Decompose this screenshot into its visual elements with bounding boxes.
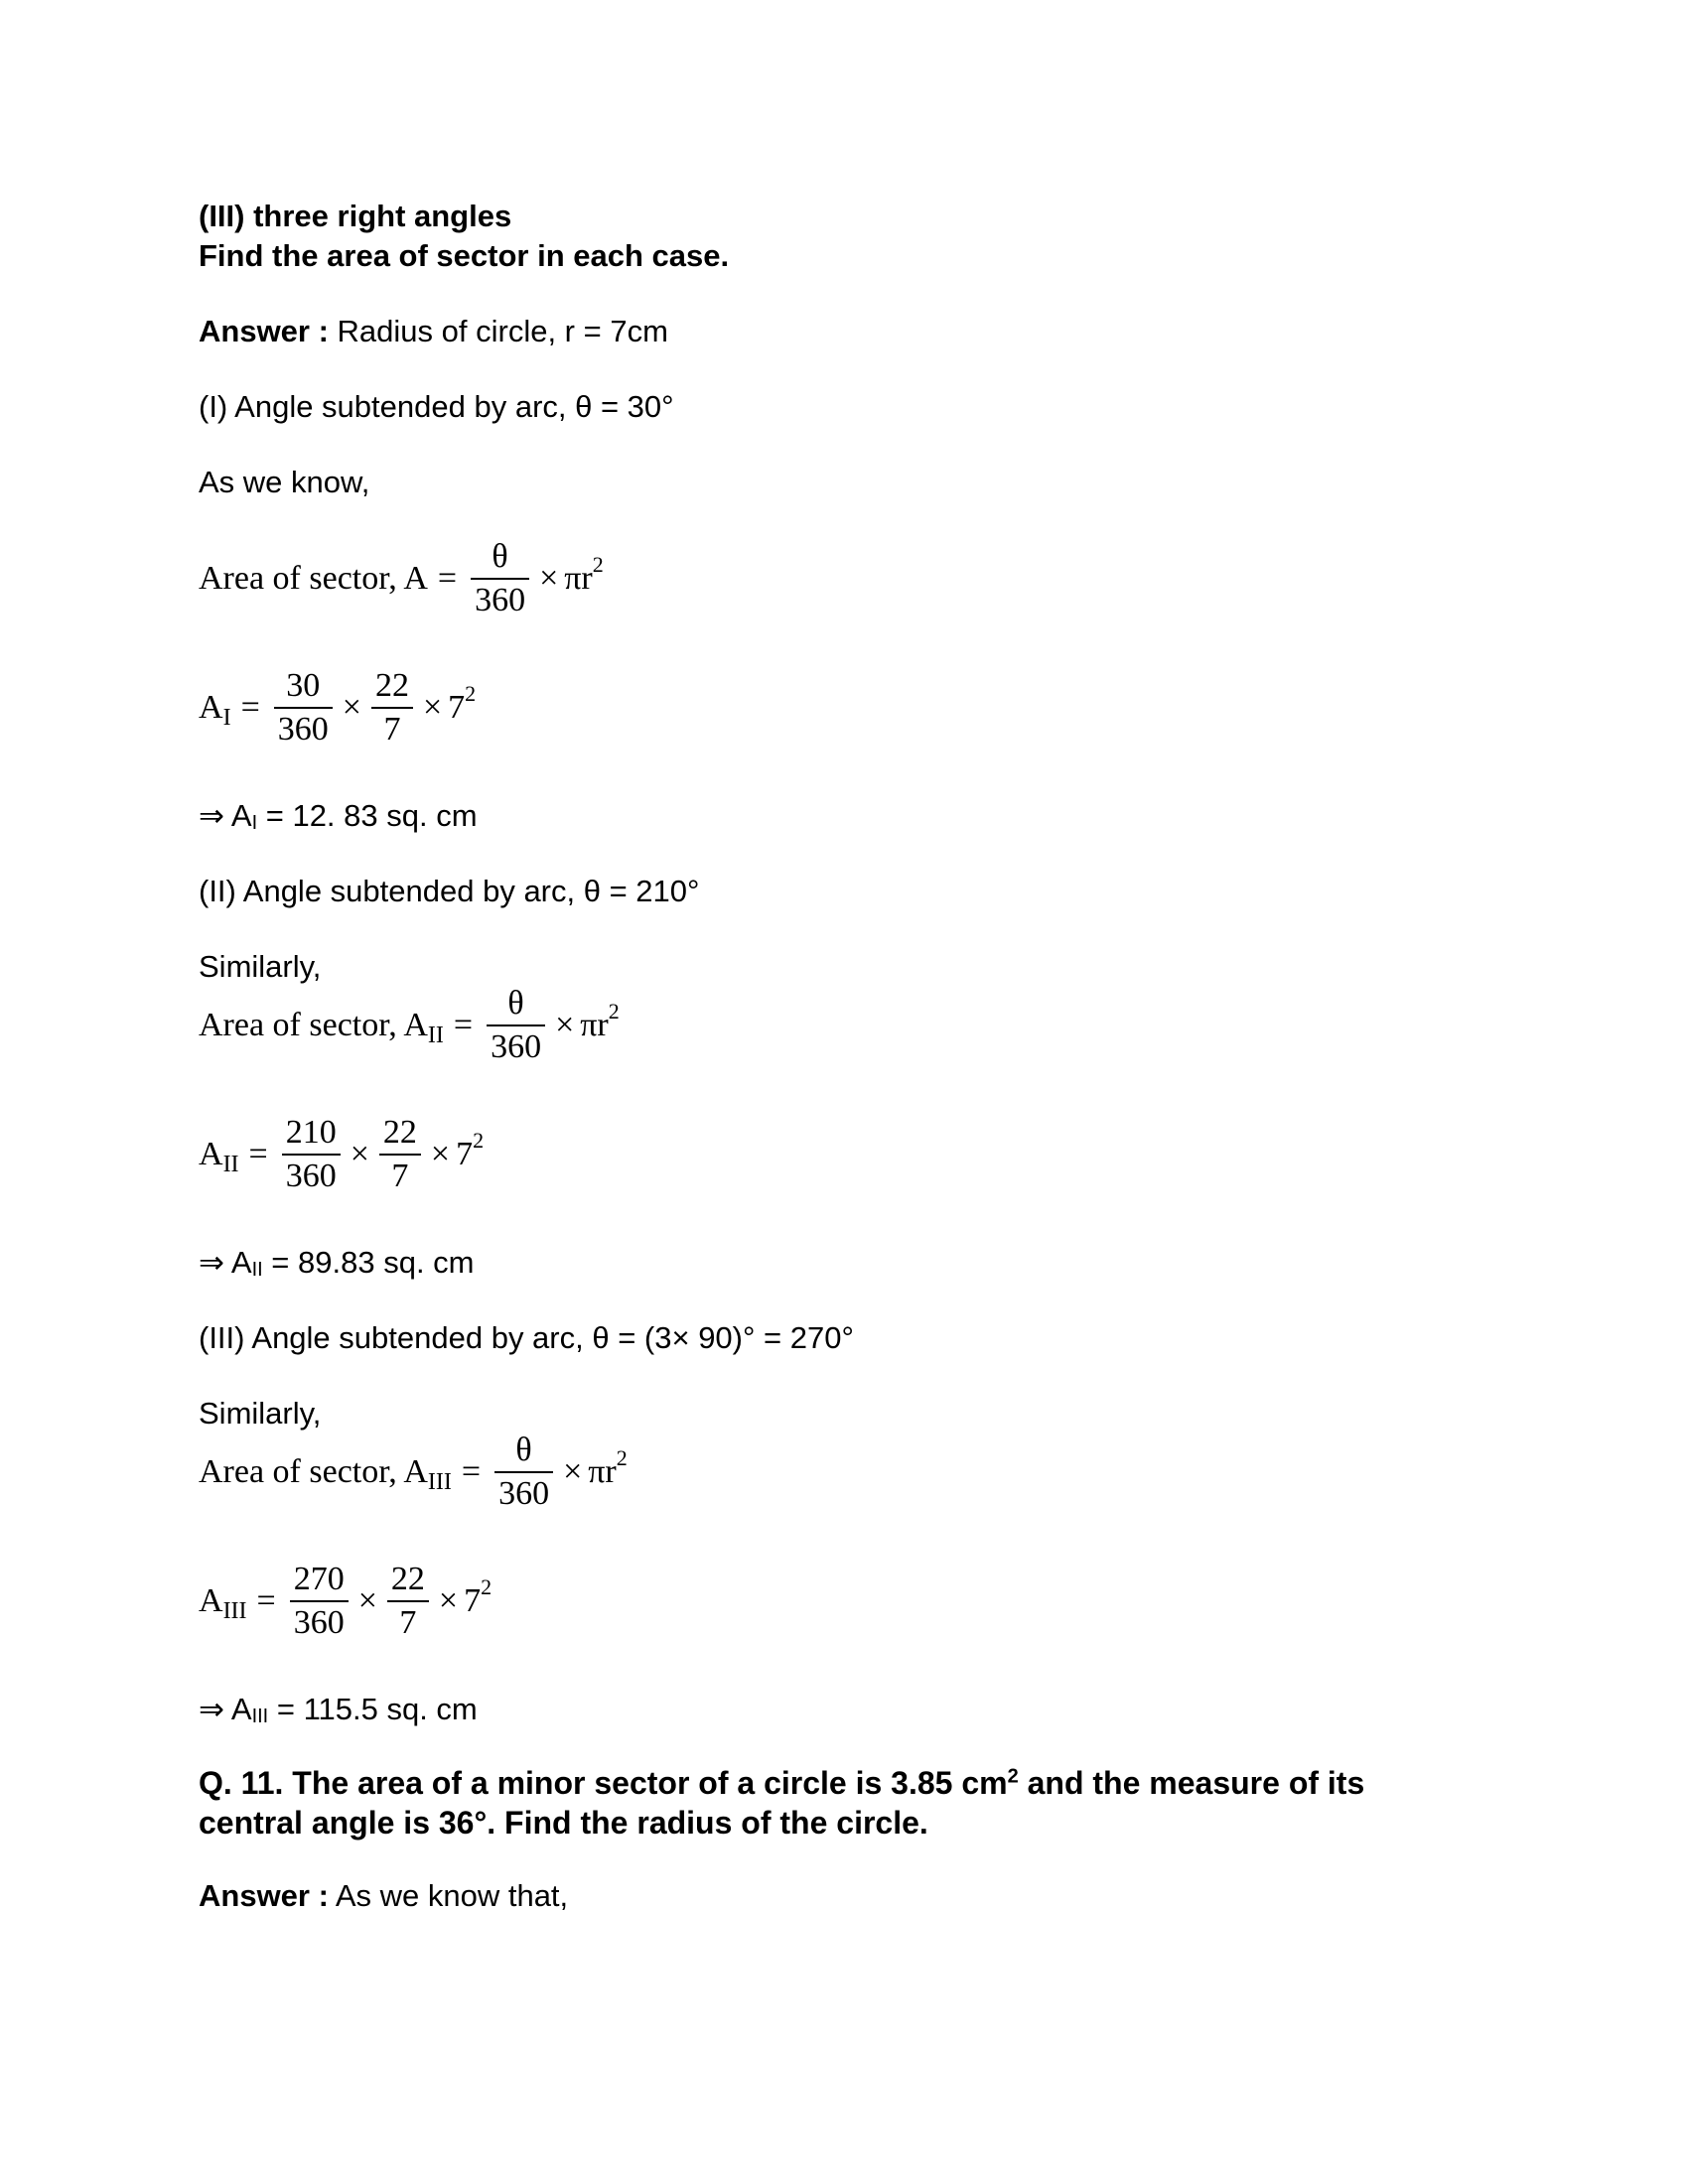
sector-area-formula-iii xyxy=(199,1430,628,1515)
result-prefix: ⇒ A xyxy=(199,1245,252,1280)
answer-radius-line xyxy=(199,314,668,349)
result-subscript: III xyxy=(251,1706,269,1727)
exponent: 2 xyxy=(592,552,604,577)
answer-11-line xyxy=(199,1878,568,1914)
radius-term: 7 xyxy=(448,689,466,726)
fraction-denominator: 360 xyxy=(277,711,329,748)
area-var: A xyxy=(199,1136,223,1172)
pi-fraction xyxy=(379,1112,421,1197)
times-sign: × xyxy=(555,1007,575,1043)
similarly-text: Similarly, xyxy=(199,1396,322,1431)
times-sign: × xyxy=(422,689,443,726)
formula-lhs: Area of sector, A xyxy=(199,1453,428,1490)
exponent: 2 xyxy=(481,1574,492,1599)
times-sign: × xyxy=(438,1582,459,1619)
theta-over-360-fraction xyxy=(471,536,529,621)
fraction-numerator: θ xyxy=(507,985,524,1022)
answer-radius-text: Radius of circle, r = 7cm xyxy=(328,314,668,348)
theta-over-360-fraction xyxy=(494,1430,553,1515)
fraction-numerator: 210 xyxy=(285,1114,337,1151)
question-text: and the measure of its xyxy=(1018,1765,1365,1801)
as-we-know-text: As we know, xyxy=(199,465,370,499)
area-subscript: II xyxy=(222,1151,239,1177)
area-ii-calculation xyxy=(199,1112,484,1197)
fraction-numerator: 30 xyxy=(286,667,321,704)
area-i-calculation xyxy=(199,665,476,751)
fraction-denominator: 7 xyxy=(383,711,401,748)
fraction-denominator: 360 xyxy=(285,1158,337,1194)
area-subscript: I xyxy=(222,704,231,731)
result-prefix: ⇒ A xyxy=(199,1692,252,1726)
equals-sign: = xyxy=(437,560,458,597)
pi-fraction xyxy=(371,665,413,751)
fraction-denominator: 7 xyxy=(391,1158,409,1194)
result-subscript: II xyxy=(251,1259,263,1281)
times-sign: × xyxy=(350,1136,369,1172)
result-value: = 115.5 sq. cm xyxy=(268,1692,478,1726)
area-subscript: III xyxy=(427,1468,452,1495)
question-11-line2: central angle is 36°. Find the radius of the circle. xyxy=(199,1805,928,1841)
sector-area-formula xyxy=(199,536,604,621)
fraction-numerator: 22 xyxy=(382,1114,417,1151)
theta-over-360-fraction xyxy=(487,983,545,1068)
angle-fraction xyxy=(274,665,333,751)
sector-area-formula-ii xyxy=(199,983,620,1068)
part3-label: (III) three right angles xyxy=(199,199,512,233)
fraction-numerator: 22 xyxy=(390,1561,425,1597)
answer-label: Answer : xyxy=(199,1878,329,1913)
part2-heading: (II) Angle subtended by arc, θ = 210° xyxy=(199,874,700,908)
angle-fraction xyxy=(282,1112,341,1197)
fraction-denominator: 7 xyxy=(399,1604,417,1641)
area-var: A xyxy=(199,689,223,726)
superscript: 2 xyxy=(1007,1765,1019,1788)
times-sign: × xyxy=(430,1136,451,1172)
pi-r-term: πr xyxy=(580,1007,609,1043)
radius-term: 7 xyxy=(464,1582,482,1619)
fraction-numerator: 270 xyxy=(293,1561,345,1597)
similarly-text: Similarly, xyxy=(199,949,322,984)
times-sign: × xyxy=(357,1582,377,1619)
exponent: 2 xyxy=(465,681,477,706)
equals-sign: = xyxy=(256,1582,276,1619)
pi-r-term: πr xyxy=(588,1453,617,1490)
pi-fraction xyxy=(387,1559,429,1644)
times-sign: × xyxy=(563,1453,583,1490)
formula-lhs: Area of sector, A xyxy=(199,560,428,597)
area-iii-result xyxy=(199,1692,478,1734)
question-text: Q. 11. The area of a minor sector of a circle is 3.85 cm xyxy=(199,1765,1008,1801)
formula-lhs: Area of sector, A xyxy=(199,1007,428,1043)
exponent: 2 xyxy=(616,1445,628,1470)
equals-sign: = xyxy=(248,1136,268,1172)
instruction-text: Find the area of sector in each case. xyxy=(199,238,730,273)
radius-term: 7 xyxy=(456,1136,474,1172)
result-value: = 89.83 sq. cm xyxy=(262,1245,475,1280)
fraction-numerator: θ xyxy=(515,1432,532,1468)
answer-text: As we know that, xyxy=(328,1878,569,1913)
times-sign: × xyxy=(539,560,559,597)
fraction-denominator: 360 xyxy=(498,1475,550,1512)
exponent: 2 xyxy=(473,1128,485,1153)
part1-heading: (I) Angle subtended by arc, θ = 30° xyxy=(199,389,674,424)
result-value: = 12. 83 sq. cm xyxy=(257,798,478,833)
exponent: 2 xyxy=(608,999,620,1024)
area-iii-calculation xyxy=(199,1559,492,1644)
part3-heading: (III) Angle subtended by arc, θ = (3× 90)° = 270° xyxy=(199,1320,854,1355)
area-i-result xyxy=(199,798,478,841)
answer-label: Answer : xyxy=(199,314,329,348)
area-subscript: II xyxy=(427,1022,444,1048)
area-var: A xyxy=(199,1582,223,1619)
times-sign: × xyxy=(342,689,361,726)
result-subscript: I xyxy=(251,812,258,834)
pi-r-term: πr xyxy=(564,560,593,597)
area-subscript: III xyxy=(222,1597,247,1624)
fraction-denominator: 360 xyxy=(491,1028,542,1065)
fraction-numerator: 22 xyxy=(374,667,409,704)
equals-sign: = xyxy=(240,689,260,726)
fraction-numerator: θ xyxy=(492,538,508,575)
equals-sign: = xyxy=(461,1453,482,1490)
fraction-denominator: 360 xyxy=(293,1604,345,1641)
question-11-line1 xyxy=(199,1763,1364,1803)
result-prefix: ⇒ A xyxy=(199,798,252,833)
equals-sign: = xyxy=(453,1007,474,1043)
angle-fraction xyxy=(290,1559,349,1644)
fraction-denominator: 360 xyxy=(475,582,526,618)
area-ii-result xyxy=(199,1245,475,1288)
